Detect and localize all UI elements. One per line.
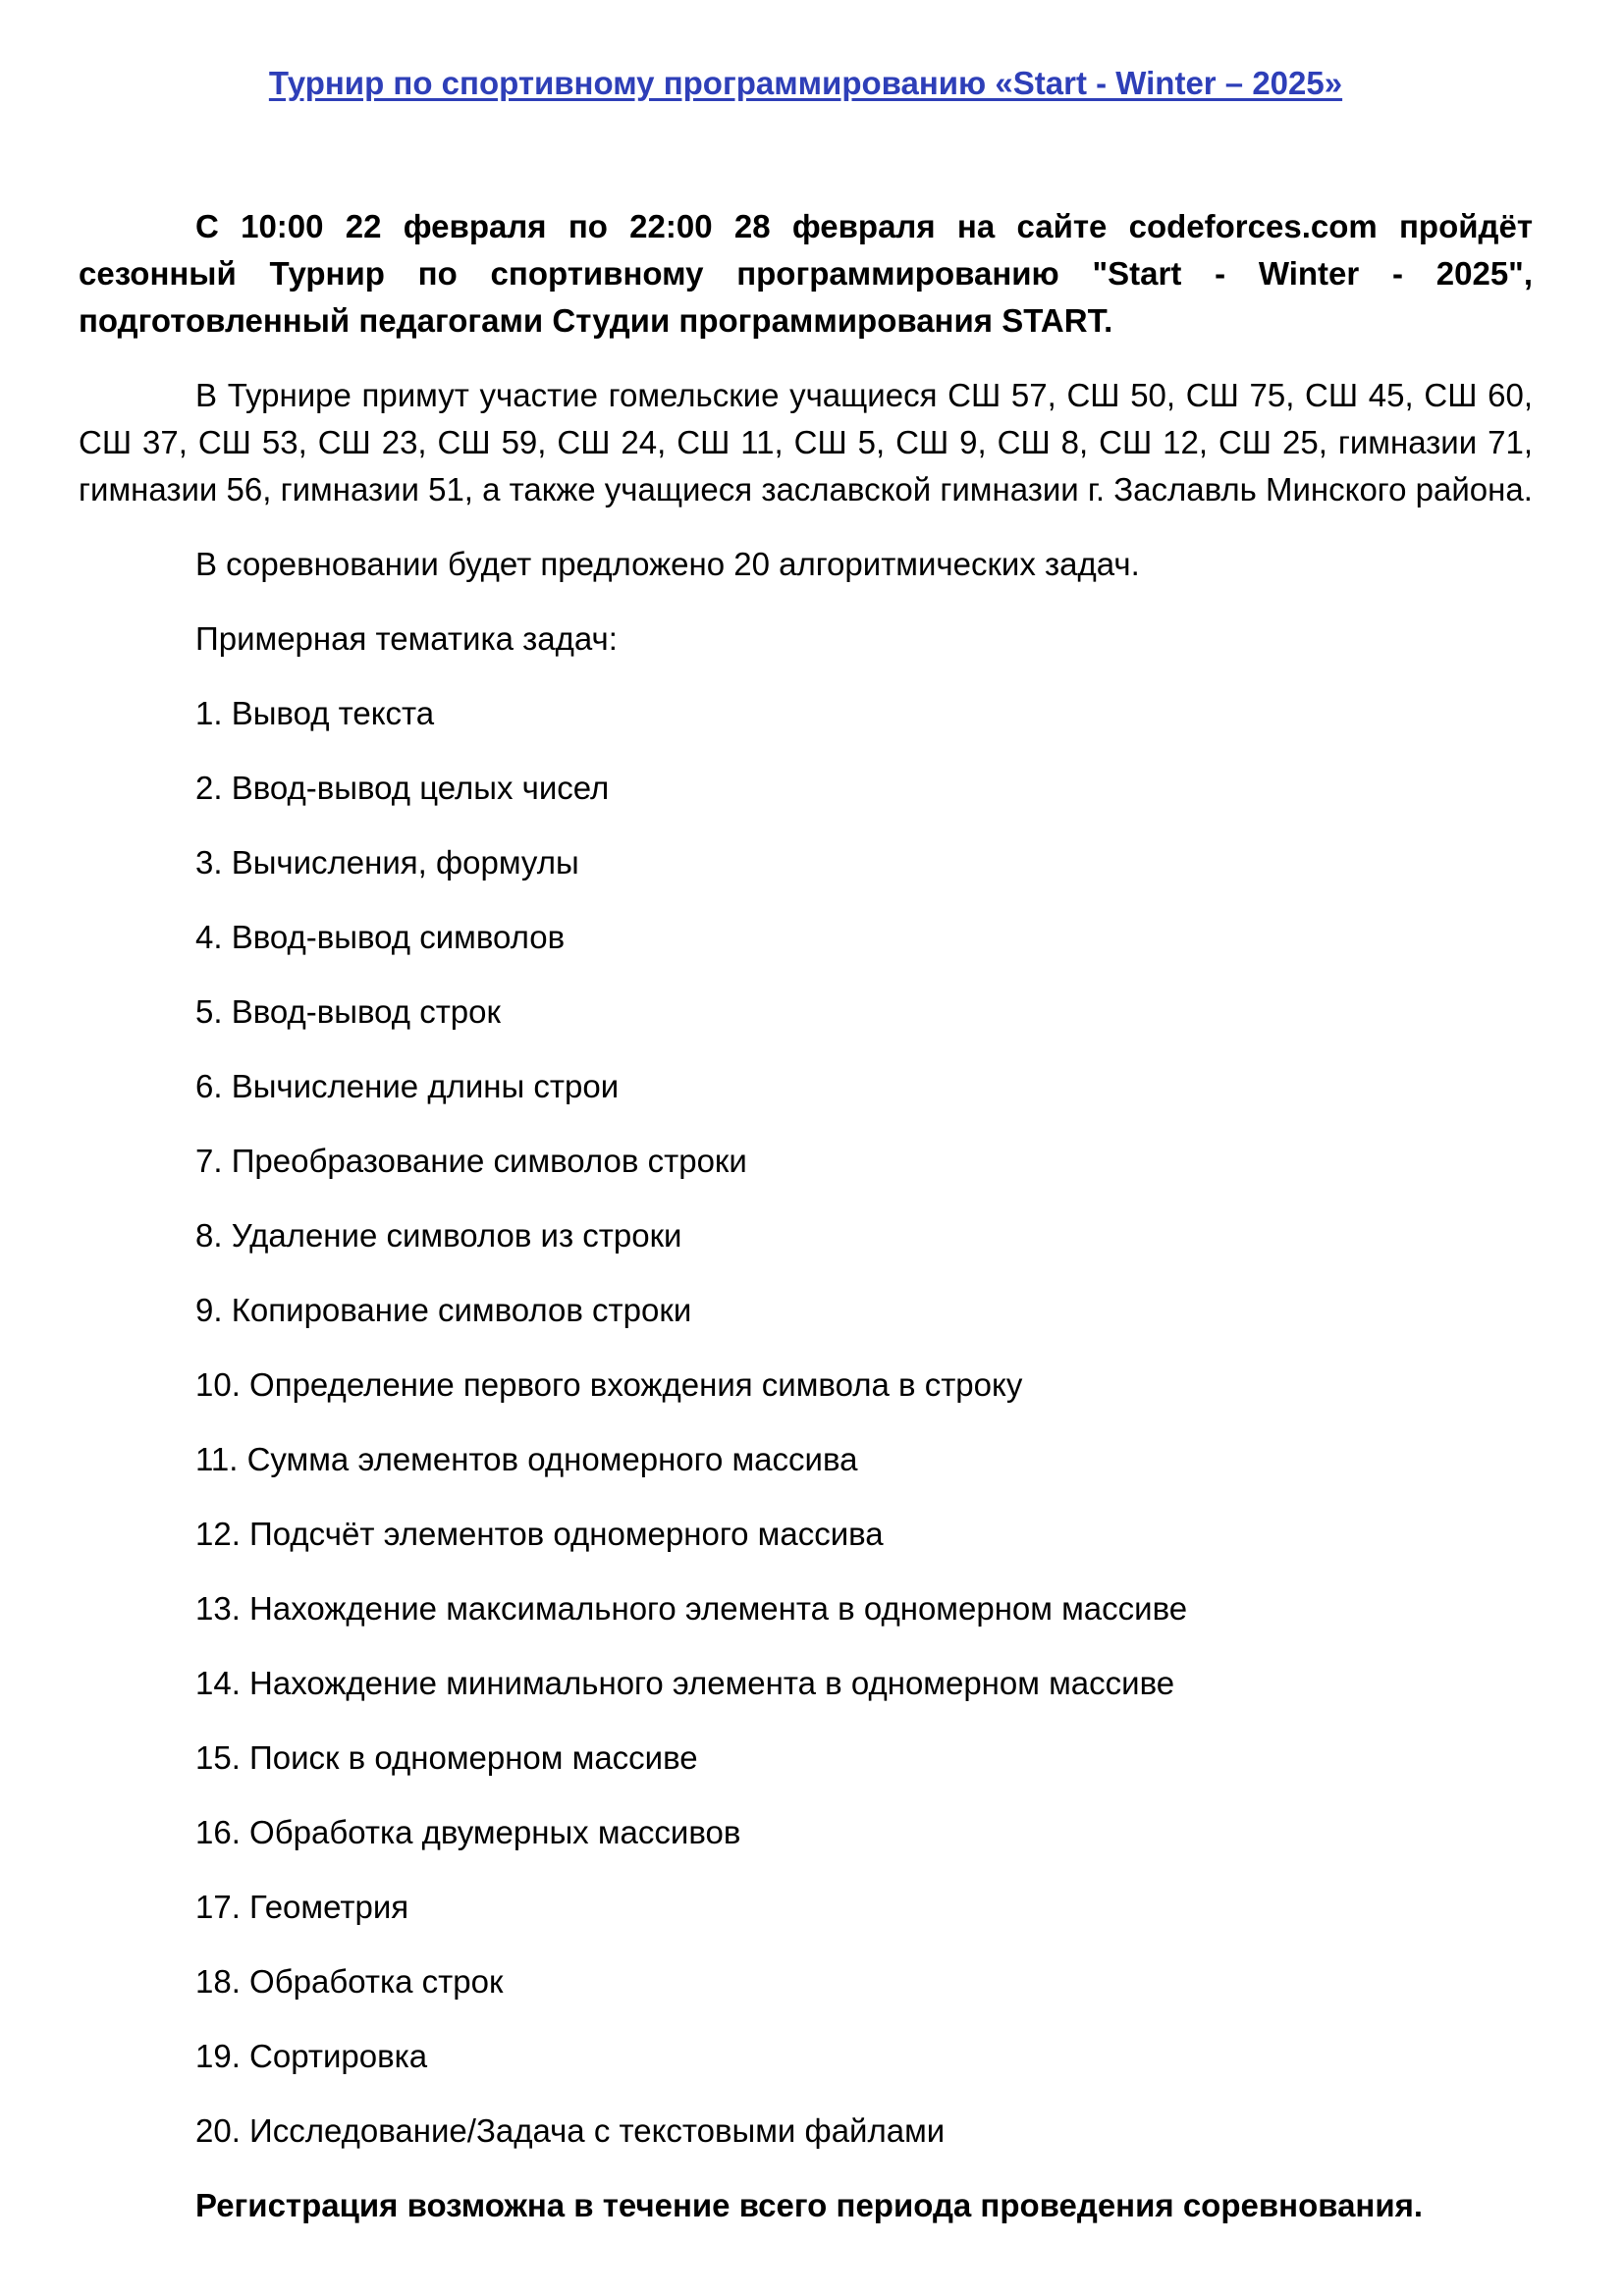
topic-item: 9. Копирование символов строки xyxy=(195,1292,692,1328)
topic-item: 16. Обработка двумерных массивов xyxy=(195,1814,741,1850)
topic-item: 3. Вычисления, формулы xyxy=(195,844,579,881)
topic-item: 4. Ввод-вывод символов xyxy=(195,919,566,955)
topics-heading: Примерная тематика задач: xyxy=(195,620,618,657)
topic-item: 15. Поиск в одномерном массиве xyxy=(195,1739,698,1776)
topic-item: 14. Нахождение минимального элемента в одномерном массиве xyxy=(195,1665,1175,1701)
task-count-paragraph: В соревновании будет предложено 20 алгоритмических задач. xyxy=(195,546,1140,582)
topic-item: 11. Сумма элементов одномерного массива xyxy=(195,1441,858,1477)
topic-item: 18. Обработка строк xyxy=(195,1963,504,2000)
topic-item: 2. Ввод-вывод целых чисел xyxy=(195,770,610,806)
registration-note: Регистрация возможна в течение всего периода проведения соревнования. xyxy=(195,2187,1424,2223)
topics-list xyxy=(79,690,1533,2155)
document-title-link[interactable]: Турнир по спортивному программированию «Start - Winter – 2025» xyxy=(268,65,1343,101)
topic-item: 17. Геометрия xyxy=(195,1889,409,1925)
topic-item: 13. Нахождение максимального элемента в одномерном массиве xyxy=(195,1590,1188,1627)
topic-item: 19. Сортировка xyxy=(195,2038,428,2074)
topic-item: 5. Ввод-вывод строк xyxy=(195,993,501,1030)
participants-paragraph: В Турнире примут участие гомельские учащиеся СШ 57, СШ 50, СШ 75, СШ 45, СШ 60, СШ 37, СШ 53, СШ 23, СШ 59, СШ 24, СШ 11, СШ 5, СШ 9, СШ 8, СШ 12, СШ 25, гимназии 71, гимназии 56, гимназии 51, а также учащиеся заславской гимназии г. Заславль Минского района. xyxy=(79,377,1533,507)
topic-item: 7. Преобразование символов строки xyxy=(195,1143,747,1179)
topic-item: 20. Исследование/Задача с текстовыми файлами xyxy=(195,2112,946,2149)
topic-item: 8. Удаление символов из строки xyxy=(195,1217,682,1254)
topic-item: 6. Вычисление длины строи xyxy=(195,1068,620,1104)
intro-paragraph: С 10:00 22 февраля по 22:00 28 февраля на сайте codeforces.com пройдёт сезонный Турнир по спортивному программированию "Start - Winter - 2025", подготовленный педагогами Студии программирования START. xyxy=(79,208,1533,339)
topic-item: 1. Вывод текста xyxy=(195,695,435,731)
topic-item: 12. Подсчёт элементов одномерного массива xyxy=(195,1516,884,1552)
topic-item: 10. Определение первого вхождения символа в строку xyxy=(195,1366,1023,1403)
